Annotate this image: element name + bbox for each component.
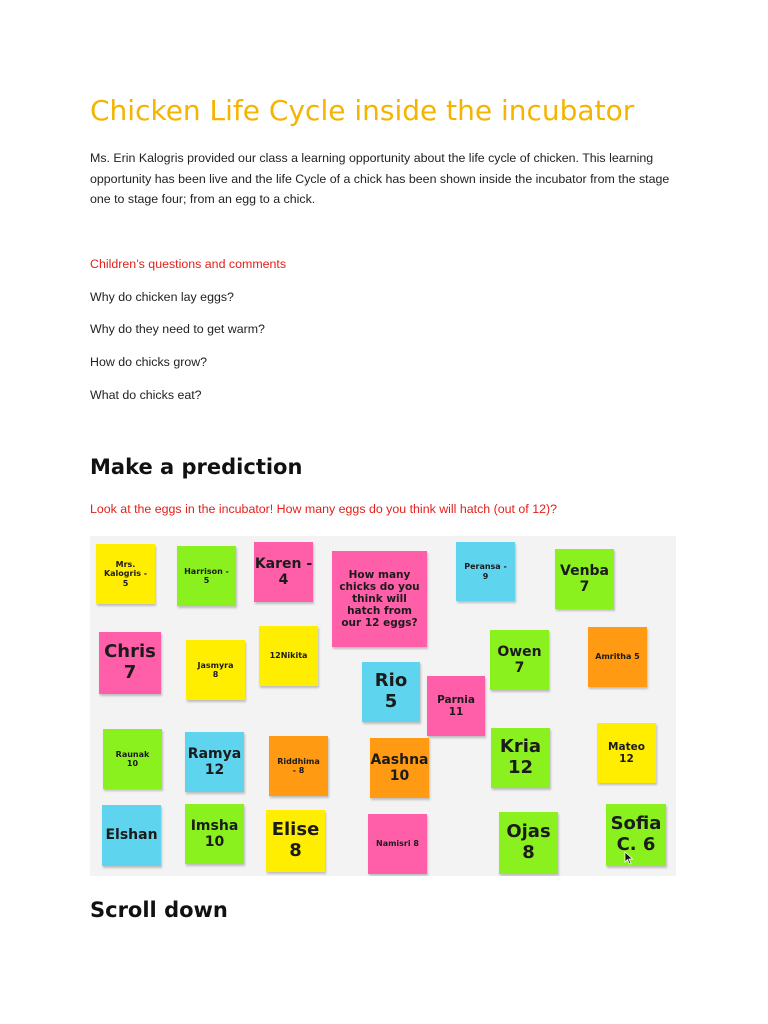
sticky-note: Jasmyra 8: [186, 640, 245, 700]
question-item: What do chicks eat?: [90, 388, 202, 402]
sticky-note: Ramya 12: [185, 732, 244, 792]
sticky-note: Elshan: [102, 805, 161, 866]
sticky-note: Aashna 10: [370, 738, 429, 798]
prediction-heading: Make a prediction: [90, 455, 303, 479]
sticky-note: Namisri 8: [368, 814, 427, 874]
sticky-note: Kria 12: [491, 728, 550, 788]
sticky-note-question: How many chicks do you think will hatch from our 12 eggs?: [332, 551, 427, 647]
sticky-note: Venba 7: [555, 549, 614, 609]
sticky-note: Sofia C. 6: [606, 804, 666, 866]
sticky-note-board: [90, 536, 676, 876]
sticky-note: Chris 7: [99, 632, 161, 694]
questions-heading: Children’s questions and comments: [90, 257, 287, 271]
sticky-note: Mateo 12: [597, 723, 656, 783]
sticky-note: Ojas 8: [499, 812, 558, 874]
page-title: Chicken Life Cycle inside the incubator: [90, 94, 635, 127]
prediction-prompt: Look at the eggs in the incubator! How many eggs do you think will hatch (out of 12)?: [90, 502, 557, 516]
sticky-note: Riddhima - 8: [269, 736, 328, 796]
question-item: Why do chicken lay eggs?: [90, 290, 234, 304]
sticky-note: Karen - 4: [254, 542, 313, 602]
sticky-note: Mrs. Kalogris - 5: [96, 544, 155, 604]
sticky-note: Rio 5: [362, 662, 420, 722]
mouse-pointer-icon: [624, 851, 634, 865]
question-item: How do chicks grow?: [90, 355, 208, 369]
sticky-note: Raunak 10: [103, 729, 162, 789]
sticky-note: Owen 7: [490, 630, 549, 690]
sticky-note: Imsha 10: [185, 804, 244, 864]
sticky-note: 12Nikita: [259, 626, 318, 686]
question-item: Why do they need to get warm?: [90, 322, 265, 336]
scroll-down-heading: Scroll down: [90, 898, 228, 922]
sticky-note: Amritha 5: [588, 627, 647, 687]
sticky-note: Parnia 11: [427, 676, 485, 736]
sticky-note: Elise 8: [266, 810, 325, 872]
sticky-note: Harrison - 5: [177, 546, 236, 606]
intro-paragraph: Ms. Erin Kalogris provided our class a learning opportunity about the life cycle of chicken. This learning opportunity has been live and the life Cycle of a chick has been shown inside the incubator from the stage one to stage four; from an egg to a chick.: [90, 151, 670, 206]
sticky-note: Peransa - 9: [456, 542, 515, 601]
